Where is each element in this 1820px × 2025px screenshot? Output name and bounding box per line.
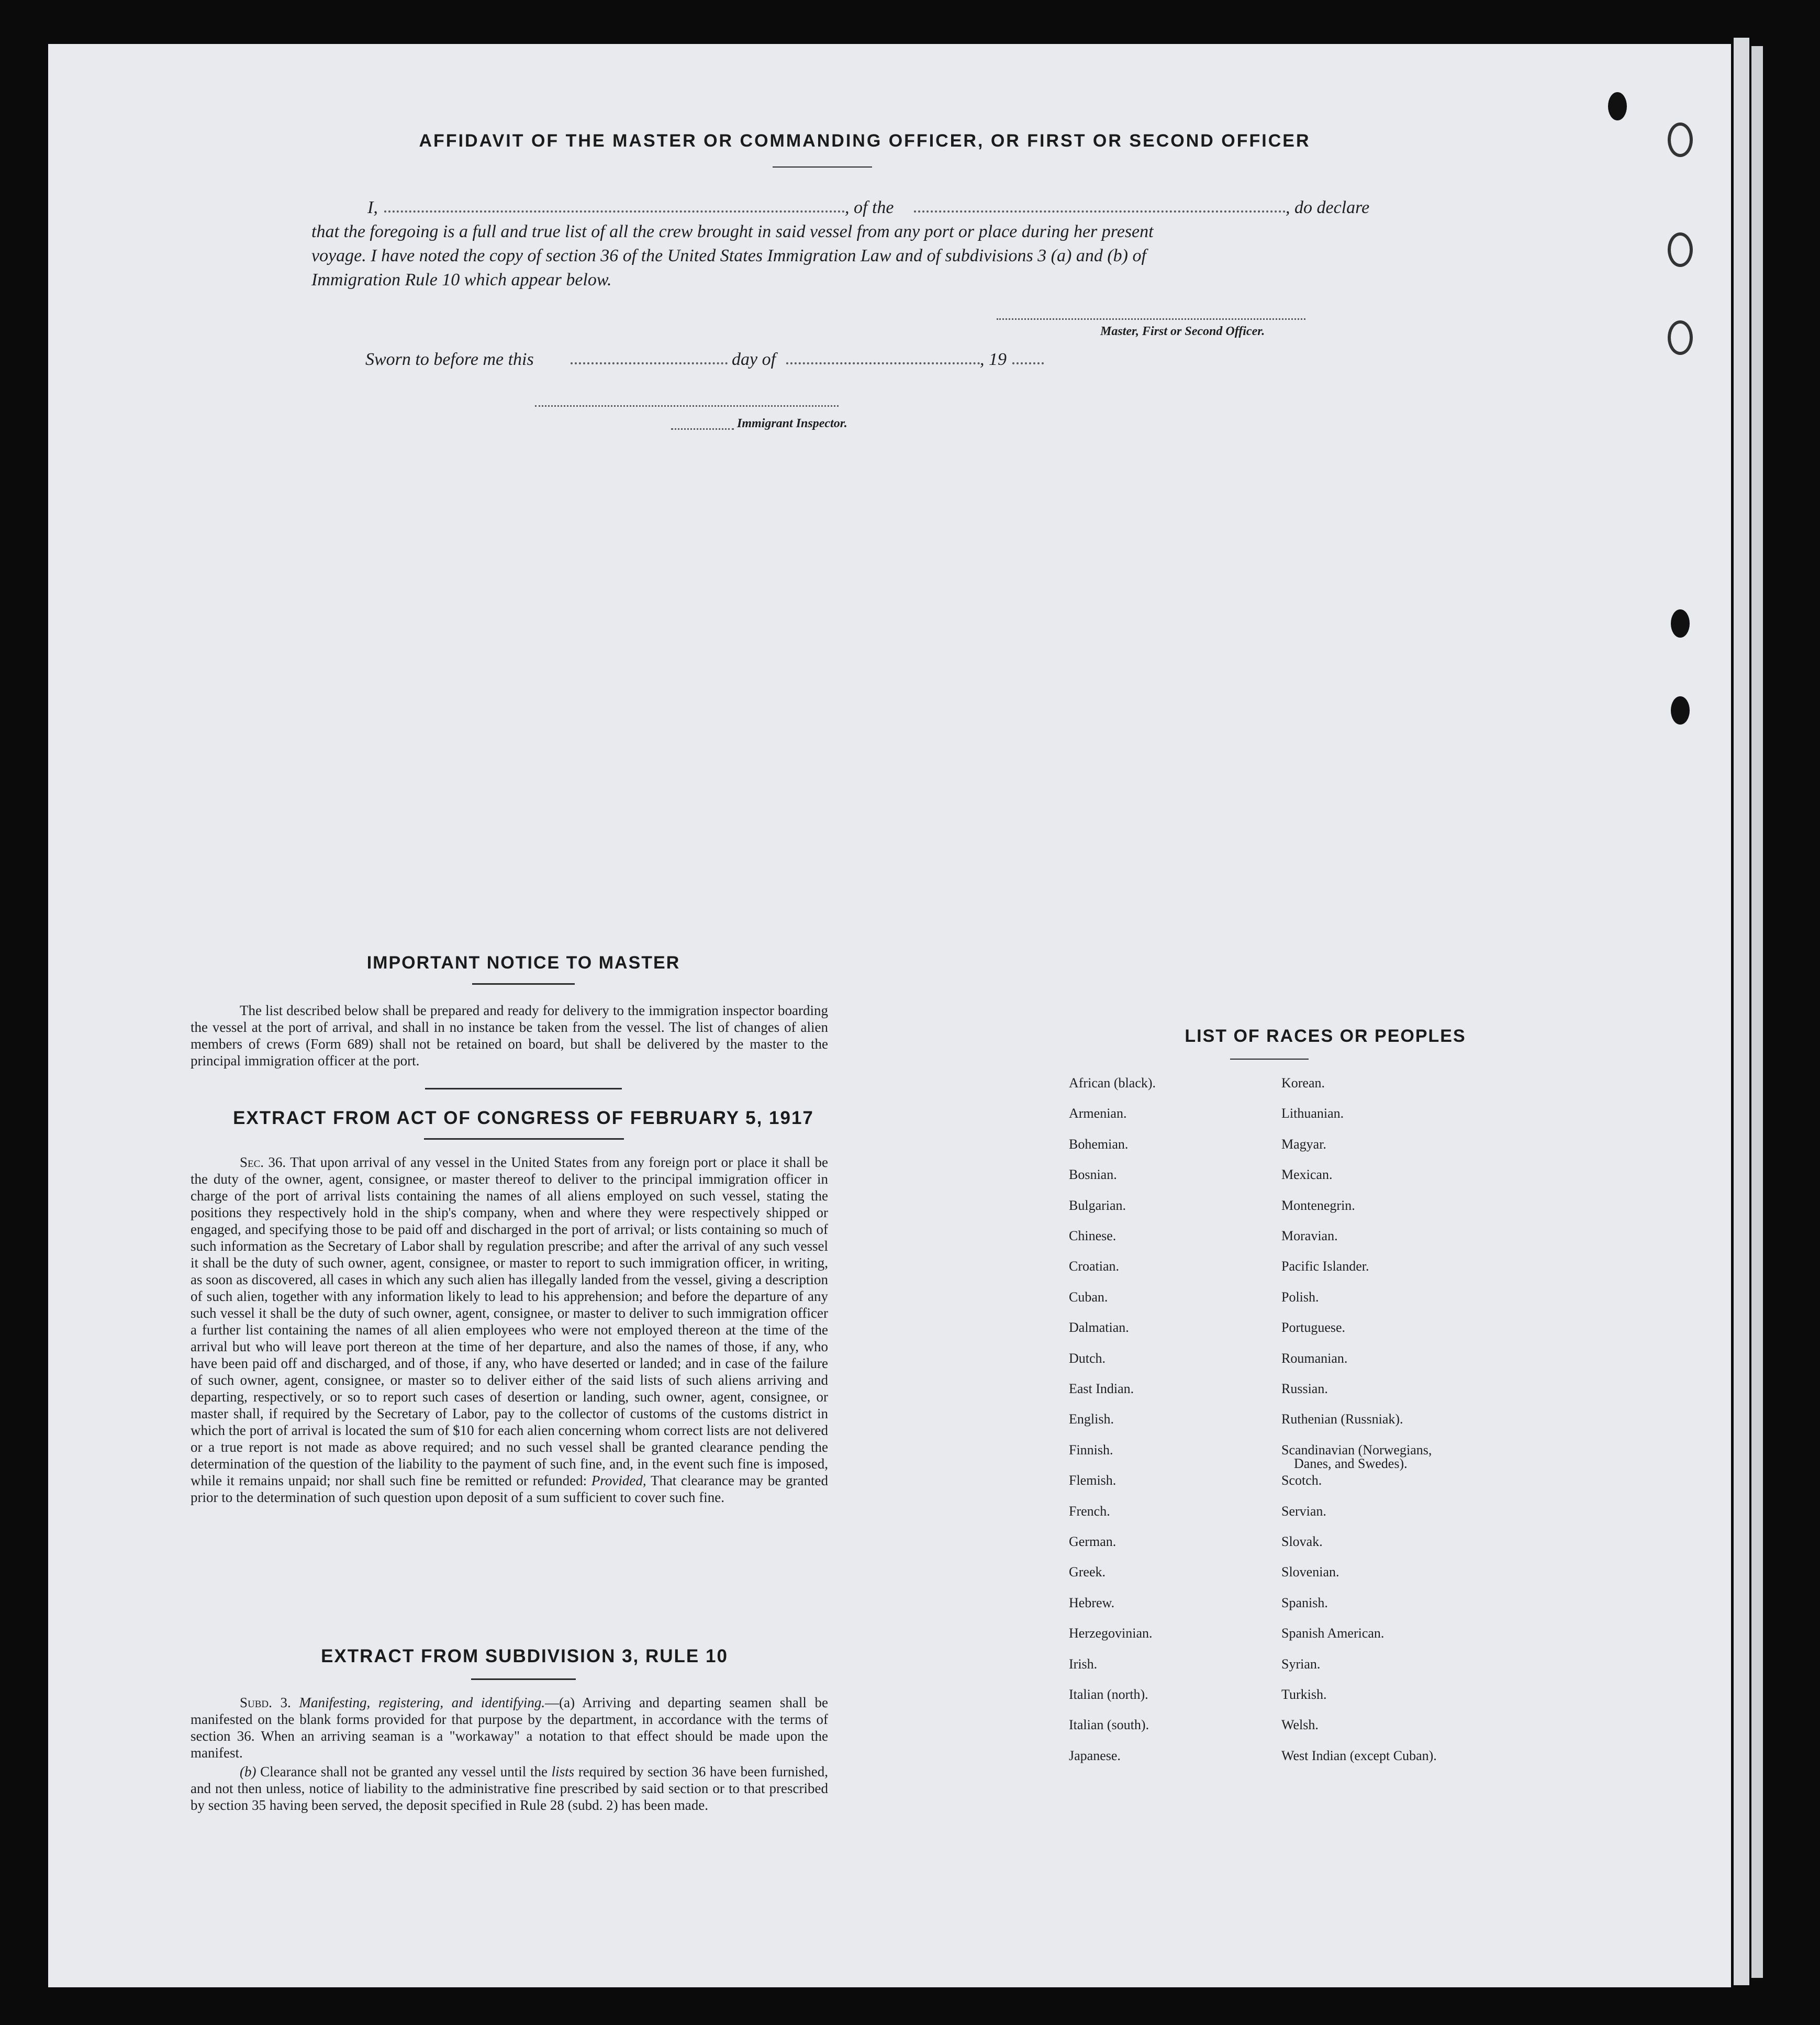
declarant-name-field[interactable] — [384, 210, 845, 213]
section-36-text-end: That clearance may be granted prior to the determination of such question upon deposit of a sum sufficient to cover such fine. — [191, 1473, 828, 1505]
race-item: Italian (north). — [1069, 1687, 1148, 1702]
race-item: English. — [1069, 1411, 1114, 1427]
inspector-label: Immigrant Inspector. — [737, 417, 847, 430]
race-item: Portuguese. — [1281, 1320, 1346, 1336]
subd-title: Manifesting, registering, and identifying. — [299, 1695, 545, 1710]
race-item: Dutch. — [1069, 1350, 1106, 1366]
race-item: Armenian. — [1069, 1106, 1127, 1121]
race-item: Finnish. — [1069, 1442, 1113, 1457]
para-b-text-2: required by section 36 have been furnished, and not then unless, notice of liability to the administrative fine prescribed by said section or to that prescribed by section 35 having been served, the deposit specified in Rule 28 (subd. 2) has been made. — [191, 1764, 829, 1813]
page-edge-right-1 — [1734, 38, 1749, 1985]
race-item: Roumanian. — [1281, 1350, 1348, 1366]
rule-extract-para-b — [191, 1763, 828, 1813]
race-item: Montenegrin. — [1281, 1197, 1355, 1213]
document-page — [48, 44, 1731, 1987]
race-item: Greek. — [1069, 1564, 1106, 1580]
race-item: Spanish. — [1281, 1595, 1328, 1610]
sworn-month-field[interactable] — [786, 362, 980, 364]
race-item: Pacific Islander. — [1281, 1259, 1369, 1274]
year-label: , 19 — [980, 350, 1007, 369]
vessel-name-field[interactable] — [914, 210, 1286, 213]
para-b-lists: lists — [551, 1764, 575, 1779]
rule-extract-title: EXTRACT FROM SUBDIVISION 3, RULE 10 — [321, 1646, 728, 1666]
notice-separator — [425, 1088, 622, 1089]
races-title-rule — [1230, 1059, 1309, 1060]
master-signature-label: Master, First or Second Officer. — [1100, 325, 1265, 338]
inspector-signature-lead — [671, 428, 734, 430]
rule-extract-para-a — [191, 1694, 828, 1761]
notice-title-rule — [472, 983, 575, 985]
race-item: Scandinavian (Norwegians, — [1281, 1442, 1432, 1457]
race-item: West Indian (except Cuban). — [1281, 1748, 1437, 1763]
race-item: Japanese. — [1069, 1748, 1121, 1763]
race-item: Flemish. — [1069, 1473, 1116, 1488]
race-item: Bulgarian. — [1069, 1197, 1126, 1213]
binder-hole — [1668, 320, 1693, 355]
race-item: Bosnian. — [1069, 1167, 1117, 1183]
day-of-label: day of — [732, 350, 776, 369]
race-item: Magyar. — [1281, 1136, 1326, 1152]
race-item: Russian. — [1281, 1381, 1328, 1396]
races-title: LIST OF RACES OR PEOPLES — [1185, 1026, 1466, 1046]
race-item: Scotch. — [1281, 1473, 1322, 1488]
section-36-text: That upon arrival of any vessel in the United States from any foreign port or place it shall be the duty of the owner, agent, consignee, or master thereof to deliver to the principal immigration officer in charge of the port of arrival lists containing the names of all aliens employed on such vessel, stating the positions they respectively hold in the ship's company, when and where they were respectively shipped or engaged, and specifying those to be paid off and discharged in the port of arrival; or lists containing so much of such information as the Secretary of Labor shall by regulation prescribe; and after the arrival of any such vessel it shall be the duty of such owner, agent, consignee, or master to report to such immigration officer, in writing, as soon as discovered, all cases in which any such alien has illegally landed from the vessel, giving a description of such alien, together with any information likely to lead to his apprehension; and before the departure of any such vessel it shall be the duty of such owner, agent, consignee, or master to deliver to such immigration officer a further list containing the names of all alien employees who were not employed thereon at the time of the arrival but who will leave port thereon at the time of her departure, and also the names of those, if any, who have been paid off and discharged, and of those, if any, who have deserted or landed; and in case of the failure of such owner, agent, consignee, or master so to deliver either of the said lists of such aliens arriving and departing, respectively, or so to report such cases of desertion or landing, such owner, agent, consignee, or master shall, if required by the Secretary of Labor, pay to the collector of customs of the customs district in which the port of arrival is located the sum of $10 for each alien concerning whom correct lists are not delivered or a true report is not made as above required; and no such vessel shall be granted clearance pending the determination of the question of the liability to the payment of such fine, and, in the event such fine is imposed, while it remains unpaid; nor shall such fine be remitted or refunded: — [191, 1154, 828, 1488]
provided-label: Provided, — [591, 1473, 646, 1488]
do-declare-label: , do declare — [1286, 198, 1370, 217]
race-item: Polish. — [1281, 1289, 1319, 1305]
race-item: Croatian. — [1069, 1259, 1120, 1274]
race-item: Cuban. — [1069, 1289, 1108, 1305]
race-item: Ruthenian (Russniak). — [1281, 1411, 1403, 1427]
act-extract-title-rule — [424, 1138, 624, 1140]
race-item: Slovak. — [1281, 1534, 1323, 1549]
race-item: Herzegovinian. — [1069, 1626, 1153, 1641]
race-item: Hebrew. — [1069, 1595, 1115, 1610]
race-item: Slovenian. — [1281, 1564, 1339, 1580]
race-item: East Indian. — [1069, 1381, 1134, 1396]
affidavit-title: AFFIDAVIT OF THE MASTER OR COMMANDING OFFICER, OR FIRST OR SECOND OFFICER — [419, 131, 1311, 151]
affidavit-line: voyage. I have noted the copy of section 36 of the United States Immigration Law and of subdivisions 3 (a) and (b) of — [311, 246, 1146, 265]
declarant-label: I, — [367, 198, 378, 217]
affidavit-line: Immigration Rule 10 which appear below. — [311, 270, 612, 290]
race-item: French. — [1069, 1503, 1110, 1519]
race-item: Turkish. — [1281, 1687, 1327, 1702]
race-item: Italian (south). — [1069, 1717, 1149, 1733]
race-item: Danes, and Swedes). — [1294, 1455, 1408, 1471]
race-item: Spanish American. — [1281, 1626, 1384, 1641]
binder-hole — [1671, 609, 1690, 638]
sworn-day-field[interactable] — [571, 362, 728, 364]
binder-hole — [1668, 232, 1693, 267]
race-item: German. — [1069, 1534, 1116, 1549]
section-label: Sec. 36. — [240, 1154, 286, 1170]
race-item: Mexican. — [1281, 1167, 1333, 1183]
race-item: Syrian. — [1281, 1656, 1321, 1672]
of-the-label: , of the — [845, 198, 894, 217]
subd-label: Subd. 3. — [240, 1695, 291, 1710]
race-item: Moravian. — [1281, 1228, 1338, 1243]
para-a-text: —(a) Arriving and departing seamen shall be manifested on the blank forms provided for that purpose by the department, in accordance with the terms of section 36. When an arriving seaman is a "workaway" a notation to that effect should be made upon the manifest. — [191, 1695, 828, 1761]
sworn-label: Sworn to before me this — [365, 350, 534, 369]
binder-hole — [1608, 92, 1627, 120]
notice-text: The list described below shall be prepared and ready for delivery to the immigration inspector boarding the vessel at the port of arrival, and shall in no instance be taken from the vessel. The list of changes of alien members of crews (Form 689) shall not be retained on board, but shall be delivered by the master to the principal immigration officer at the port. — [191, 1003, 828, 1069]
sworn-year-field[interactable] — [1012, 362, 1044, 364]
act-extract-title: EXTRACT FROM ACT OF CONGRESS OF FEBRUARY 5, 1917 — [233, 1108, 814, 1128]
race-item: Lithuanian. — [1281, 1106, 1344, 1121]
race-item: Servian. — [1281, 1503, 1326, 1519]
para-b-label: (b) — [240, 1764, 256, 1779]
race-item: African (black). — [1069, 1075, 1156, 1091]
inspector-signature-field[interactable] — [535, 405, 839, 407]
notice-title: IMPORTANT NOTICE TO MASTER — [366, 953, 680, 973]
page-edge-right-2 — [1751, 46, 1763, 1978]
para-b-text-1: Clearance shall not be granted any vessel until the — [260, 1764, 548, 1779]
race-item: Korean. — [1281, 1075, 1325, 1091]
rule-extract-title-rule — [471, 1678, 576, 1680]
race-item: Bohemian. — [1069, 1136, 1129, 1152]
master-signature-field[interactable] — [997, 318, 1305, 320]
race-item: Dalmatian. — [1069, 1320, 1129, 1336]
act-extract-text — [191, 1154, 828, 1506]
affidavit-line: that the foregoing is a full and true list of all the crew brought in said vessel from any port or place during her present — [311, 222, 1154, 241]
race-item: Irish. — [1069, 1656, 1098, 1672]
race-item: Welsh. — [1281, 1717, 1319, 1733]
binder-hole — [1671, 696, 1690, 725]
affidavit-title-rule — [773, 166, 872, 168]
binder-hole — [1668, 123, 1693, 157]
race-item: Chinese. — [1069, 1228, 1116, 1243]
